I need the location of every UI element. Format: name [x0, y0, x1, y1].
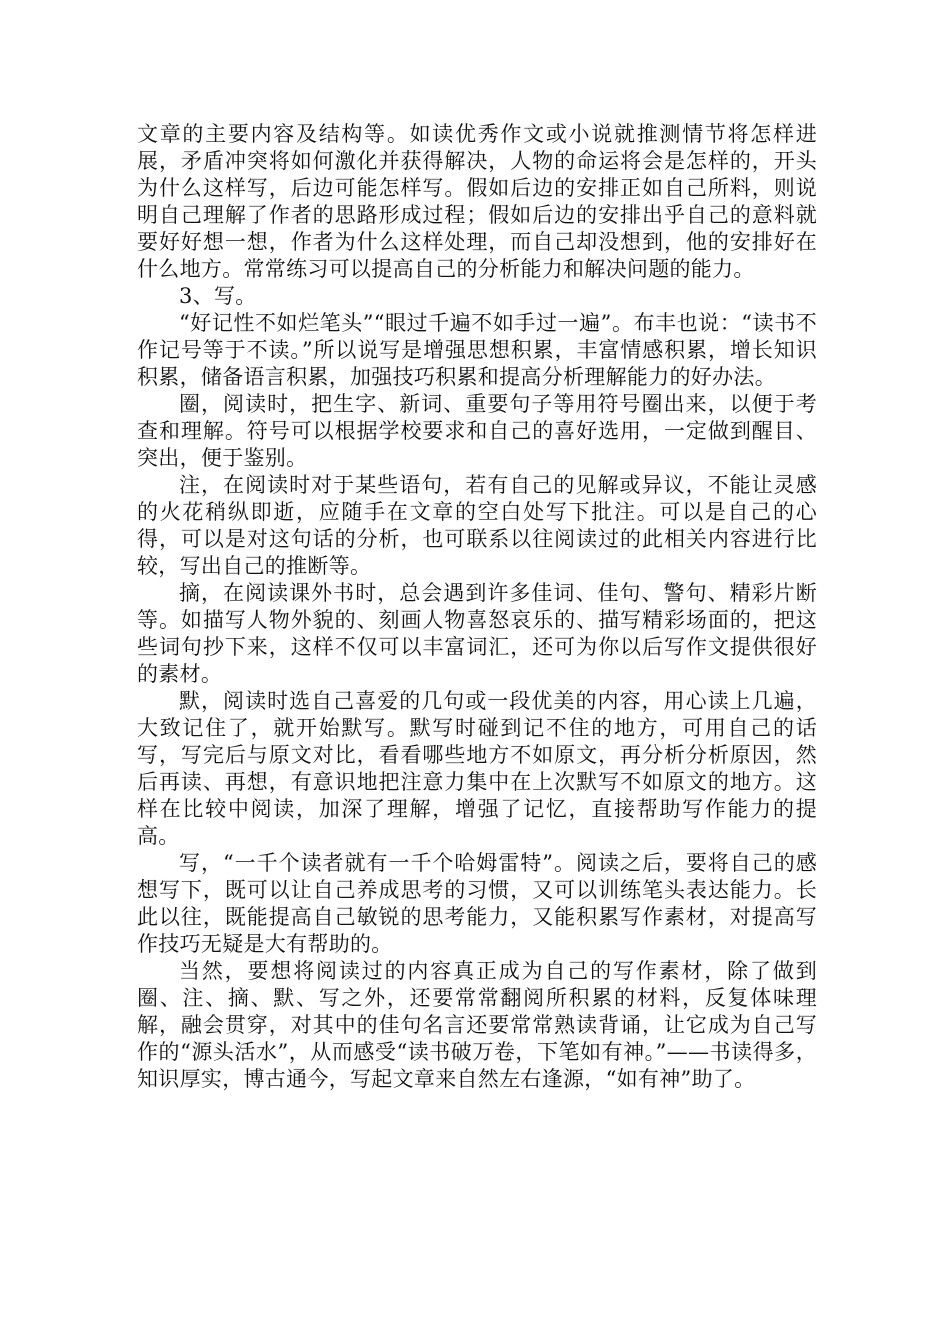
- paragraph-excerpt: 摘，在阅读课外书时，总会遇到许多佳词、佳句、警句、精彩片断等。如描写人物外貌的、刻画人物喜怒哀乐的、描写精彩场面的，把这些词句抄下来，这样不仅可以丰富词汇，还可为你以后写作文提供很好的素材。: [137, 581, 817, 686]
- paragraph-continuation: 文章的主要内容及结构等。如读优秀作文或小说就推测情节将怎样进展，矛盾冲突将如何激化并获得解决，人物的命运将会是怎样的，开头为什么这样写，后边可能怎样写。假如后边的安排正如自己所料，则说明自己理解了作者的思路形成过程；假如后边的安排出乎自己的意料就要好好想一想，作者为什么这样处理，而自己却没想到，他的安排好在什么地方。常常练习可以提高自己的分析能力和解决问题的能力。: [137, 122, 817, 281]
- paragraph-write: 写，“一千个读者就有一千个哈姆雷特”。阅读之后，要将自己的感想写下，既可以让自己养成思考的习惯，又可以训练笔头表达能力。长此以往，既能提高自己敏锐的思考能力，又能积累写作素材，对提高写作技巧无疑是大有帮助的。: [137, 851, 817, 956]
- paragraph-conclusion: 当然，要想将阅读过的内容真正成为自己的写作素材，除了做到圈、注、摘、默、写之外，还要常常翻阅所积累的材料，反复体味理解，融会贯穿，对其中的佳句名言还要常常熟读背诵，让它成为自己写作的“源头活水”，从而感受“读书破万卷，下笔如有神。”——书读得多，知识厚实，博古通今，写起文章来自然左右逢源，“如有神”助了。: [137, 959, 817, 1091]
- paragraph-circle: 圈，阅读时，把生字、新词、重要句子等用符号圈出来，以便于考查和理解。符号可以根据学校要求和自己的喜好选用，一定做到醒目、突出，便于鉴别。: [137, 392, 817, 470]
- document-page: [137, 121, 817, 1093]
- paragraph-intro-write: “好记性不如烂笔头”“眼过千遍不如手过一遍”。布丰也说：“读书不作记号等于不读。”所以说写是增强思想积累，丰富情感积累，增长知识积累，储备语言积累，加强技巧积累和提高分析理解能力的好办法。: [137, 311, 817, 389]
- section-heading-write: 3、写。: [179, 284, 257, 308]
- paragraph-dictation: 默，阅读时选自己喜爱的几句或一段优美的内容，用心读上几遍，大致记住了，就开始默写。默写时碰到记不住的地方，可用自己的话写，写完后与原文对比，看看哪些地方不如原文，再分析分析原因，然后再读、再想，有意识地把注意力集中在上次默写不如原文的地方。这样在比较中阅读，加深了理解，增强了记忆，直接帮助写作能力的提高。: [137, 689, 817, 848]
- paragraph-annotate: 注，在阅读时对于某些语句，若有自己的见解或异议，不能让灵感的火花稍纵即逝，应随手在文章的空白处写下批注。可以是自己的心得，可以是对这句话的分析，也可联系以往阅读过的此相关内容进行比较，写出自己的推断等。: [137, 473, 817, 578]
